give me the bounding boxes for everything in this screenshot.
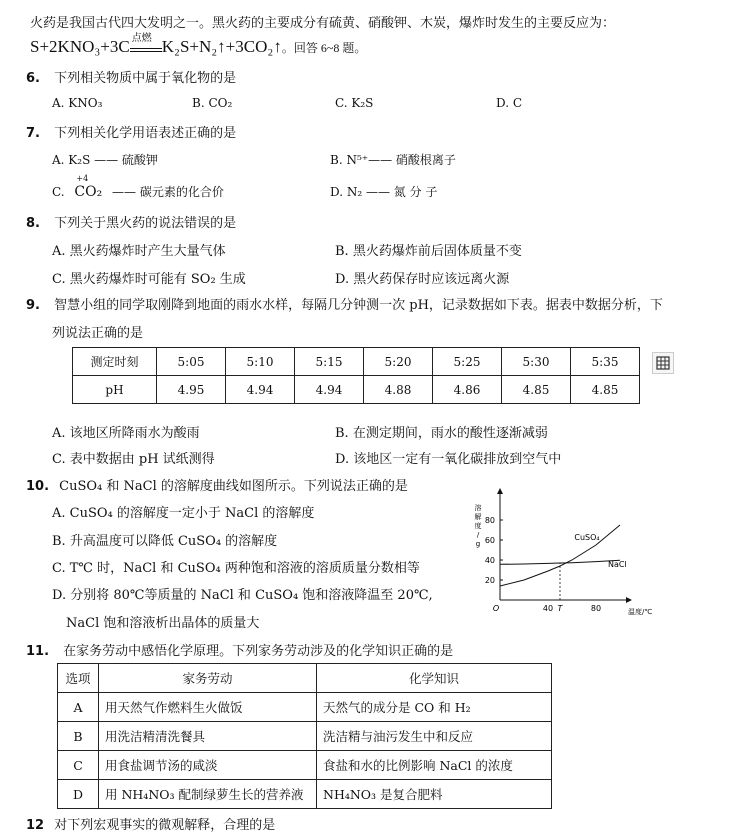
table-row [58,693,552,722]
option-10c[interactable]: C. T℃ 时，NaCl 和 CuSO₄ 两种饱和溶液的溶质质量分数相等 [52,561,420,576]
ph-table-header-row [73,348,640,376]
table-row [58,780,552,809]
option-6d[interactable]: D. C [496,96,523,110]
option-6c[interactable]: C. K₂S [335,96,374,110]
row-housework: 用 NH₄NO₃ 配制绿萝生长的营养液 [99,780,317,809]
y-tick-label: 60 [484,536,495,545]
housework-header-row [58,664,552,693]
y-axis-arrow [497,488,503,494]
reactants: S+2KNO₃+3C [30,37,130,56]
row-chemistry: 食盐和水的比例影响 NaCl 的浓度 [317,751,552,780]
option-8b[interactable]: B. 黑火药爆炸前后固体质量不变 [335,244,522,259]
option-8a[interactable]: A. 黑火药爆炸时产生大量气体 [52,244,226,259]
option-9d[interactable]: D. 该地区一定有一氧化碳排放到空气中 [335,452,562,467]
row-option: D [58,780,99,809]
x-tick-label: 80 [590,604,602,613]
ph-row-label: pH [73,376,157,404]
ph-value-cell: 4.85 [571,376,640,404]
time-cell: 5:30 [502,348,571,376]
row-option: A [58,693,99,722]
ph-value-cell: 4.95 [157,376,226,404]
question-6: 6. 下列相关物质中属于氧化物的是 [26,71,237,86]
row-housework: 用食盐调节汤的咸淡 [99,751,317,780]
question-7: 7. 下列相关化学用语表述正确的是 [26,126,237,141]
row-housework: 用洗洁精清洗餐具 [99,722,317,751]
header-chemistry: 化学知识 [317,664,552,693]
solubility-chart [470,490,653,620]
y-axis-label: 溶解度/ g [474,504,482,548]
row-chemistry: 洗洁精与油污发生中和反应 [317,722,552,751]
row-chemistry: NH₄NO₃ 是复合肥料 [317,780,552,809]
ph-value-cell: 4.85 [502,376,571,404]
question-12: 12 对下列宏观事实的微观解释，合理的是 [26,818,276,833]
option-9a[interactable]: A. 该地区所降雨水为酸雨 [52,426,200,441]
y-tick-label: 40 [484,556,495,565]
row-option: B [58,722,99,751]
time-cell: 5:10 [226,348,295,376]
option-7b[interactable]: B. N⁵⁺—— 硝酸根离子 [330,153,456,167]
question-11: 11. 在家务劳动中感悟化学原理。下列家务劳动涉及的化学知识正确的是 [26,644,454,659]
y-tick-label: 80 [484,516,495,525]
table-row [58,722,552,751]
ph-value-cell: 4.88 [364,376,433,404]
option-7a[interactable]: A. K₂S —— 硫酸钾 [52,153,158,167]
time-cell: 5:20 [364,348,433,376]
option-9c[interactable]: C. 表中数据由 pH 试纸测得 [52,452,215,467]
reaction-equation [30,33,367,57]
x-tick-label: T [557,604,563,613]
carbon-valence-formula: +4 CO₂ [74,174,103,200]
header-option: 选项 [58,664,99,693]
ph-table [72,347,640,404]
ph-table-header-label: 测定时刻 [73,348,157,376]
housework-table [57,663,552,809]
option-8c[interactable]: C. 黑火药爆炸时可能有 SO₂ 生成 [52,272,246,287]
reaction-condition: 点燃 [130,39,162,52]
option-7d[interactable]: D. N₂ —— 氮 分 子 [330,185,438,199]
question-10: 10. CuSO₄ 和 NaCl 的溶解度曲线如图所示。下列说法正确的是 [26,479,408,494]
row-option: C [58,751,99,780]
grid-icon [653,353,673,373]
option-10d[interactable]: D. 分别将 80℃等质量的 NaCl 和 CuSO₄ 饱和溶液降温至 20℃, [52,588,433,603]
time-cell: 5:25 [433,348,502,376]
ph-value-cell: 4.94 [226,376,295,404]
intro-line: 火药是我国古代四大发明之一。黑火药的主要成分有硫黄、硝酸钾、木炭，爆炸时发生的主要反应为： [30,16,616,31]
series-line-cuso4 [500,525,620,586]
ph-value-cell: 4.94 [295,376,364,404]
header-housework: 家务劳动 [99,664,317,693]
option-10b[interactable]: B. 升高温度可以降低 CuSO₄ 的溶解度 [52,534,278,549]
option-7c[interactable]: C. +4 CO₂ —— 碳元素的化合价 [52,174,224,200]
series-label-cuso4: CuSO₄ [574,533,600,542]
x-tick-label: 40 [542,604,554,613]
ph-table-value-row [73,376,640,404]
table-icon[interactable] [652,352,674,374]
table-row [58,751,552,780]
time-cell: 5:15 [295,348,364,376]
question-9-continued: 列说法正确的是 [52,326,144,341]
origin-label: O [492,604,500,613]
option-10a[interactable]: A. CuSO₄ 的溶解度一定小于 NaCl 的溶解度 [52,506,315,521]
option-6b[interactable]: B. CO₂ [192,96,233,110]
x-axis-label: 温度/℃ [628,608,653,616]
option-6a[interactable]: A. KNO₃ [52,96,103,110]
option-9b[interactable]: B. 在测定期间，雨水的酸性逐渐减弱 [335,426,548,441]
time-cell: 5:35 [571,348,640,376]
y-tick-label: 20 [484,576,495,585]
ph-value-cell: 4.86 [433,376,502,404]
x-axis-arrow [626,597,632,603]
option-8d[interactable]: D. 黑火药保存时应该远离火源 [335,272,510,287]
question-8: 8. 下列关于黑火药的说法错误的是 [26,216,237,231]
products: K₂S+N₂↑+3CO₂↑ [161,37,282,56]
intro-tail: 。回答 6~8 题。 [281,41,367,55]
row-housework: 用天然气作燃料生火做饭 [99,693,317,722]
series-label-nacl: NaCl [608,560,627,569]
option-10d-continued: NaCl 饱和溶液析出晶体的质量大 [66,616,260,631]
time-cell: 5:05 [157,348,226,376]
row-chemistry: 天然气的成分是 CO 和 H₂ [317,693,552,722]
question-9: 9. 智慧小组的同学取刚降到地面的雨水水样，每隔几分钟测一次 pH，记录数据如下表。据表中数据分析，下 [26,298,663,313]
